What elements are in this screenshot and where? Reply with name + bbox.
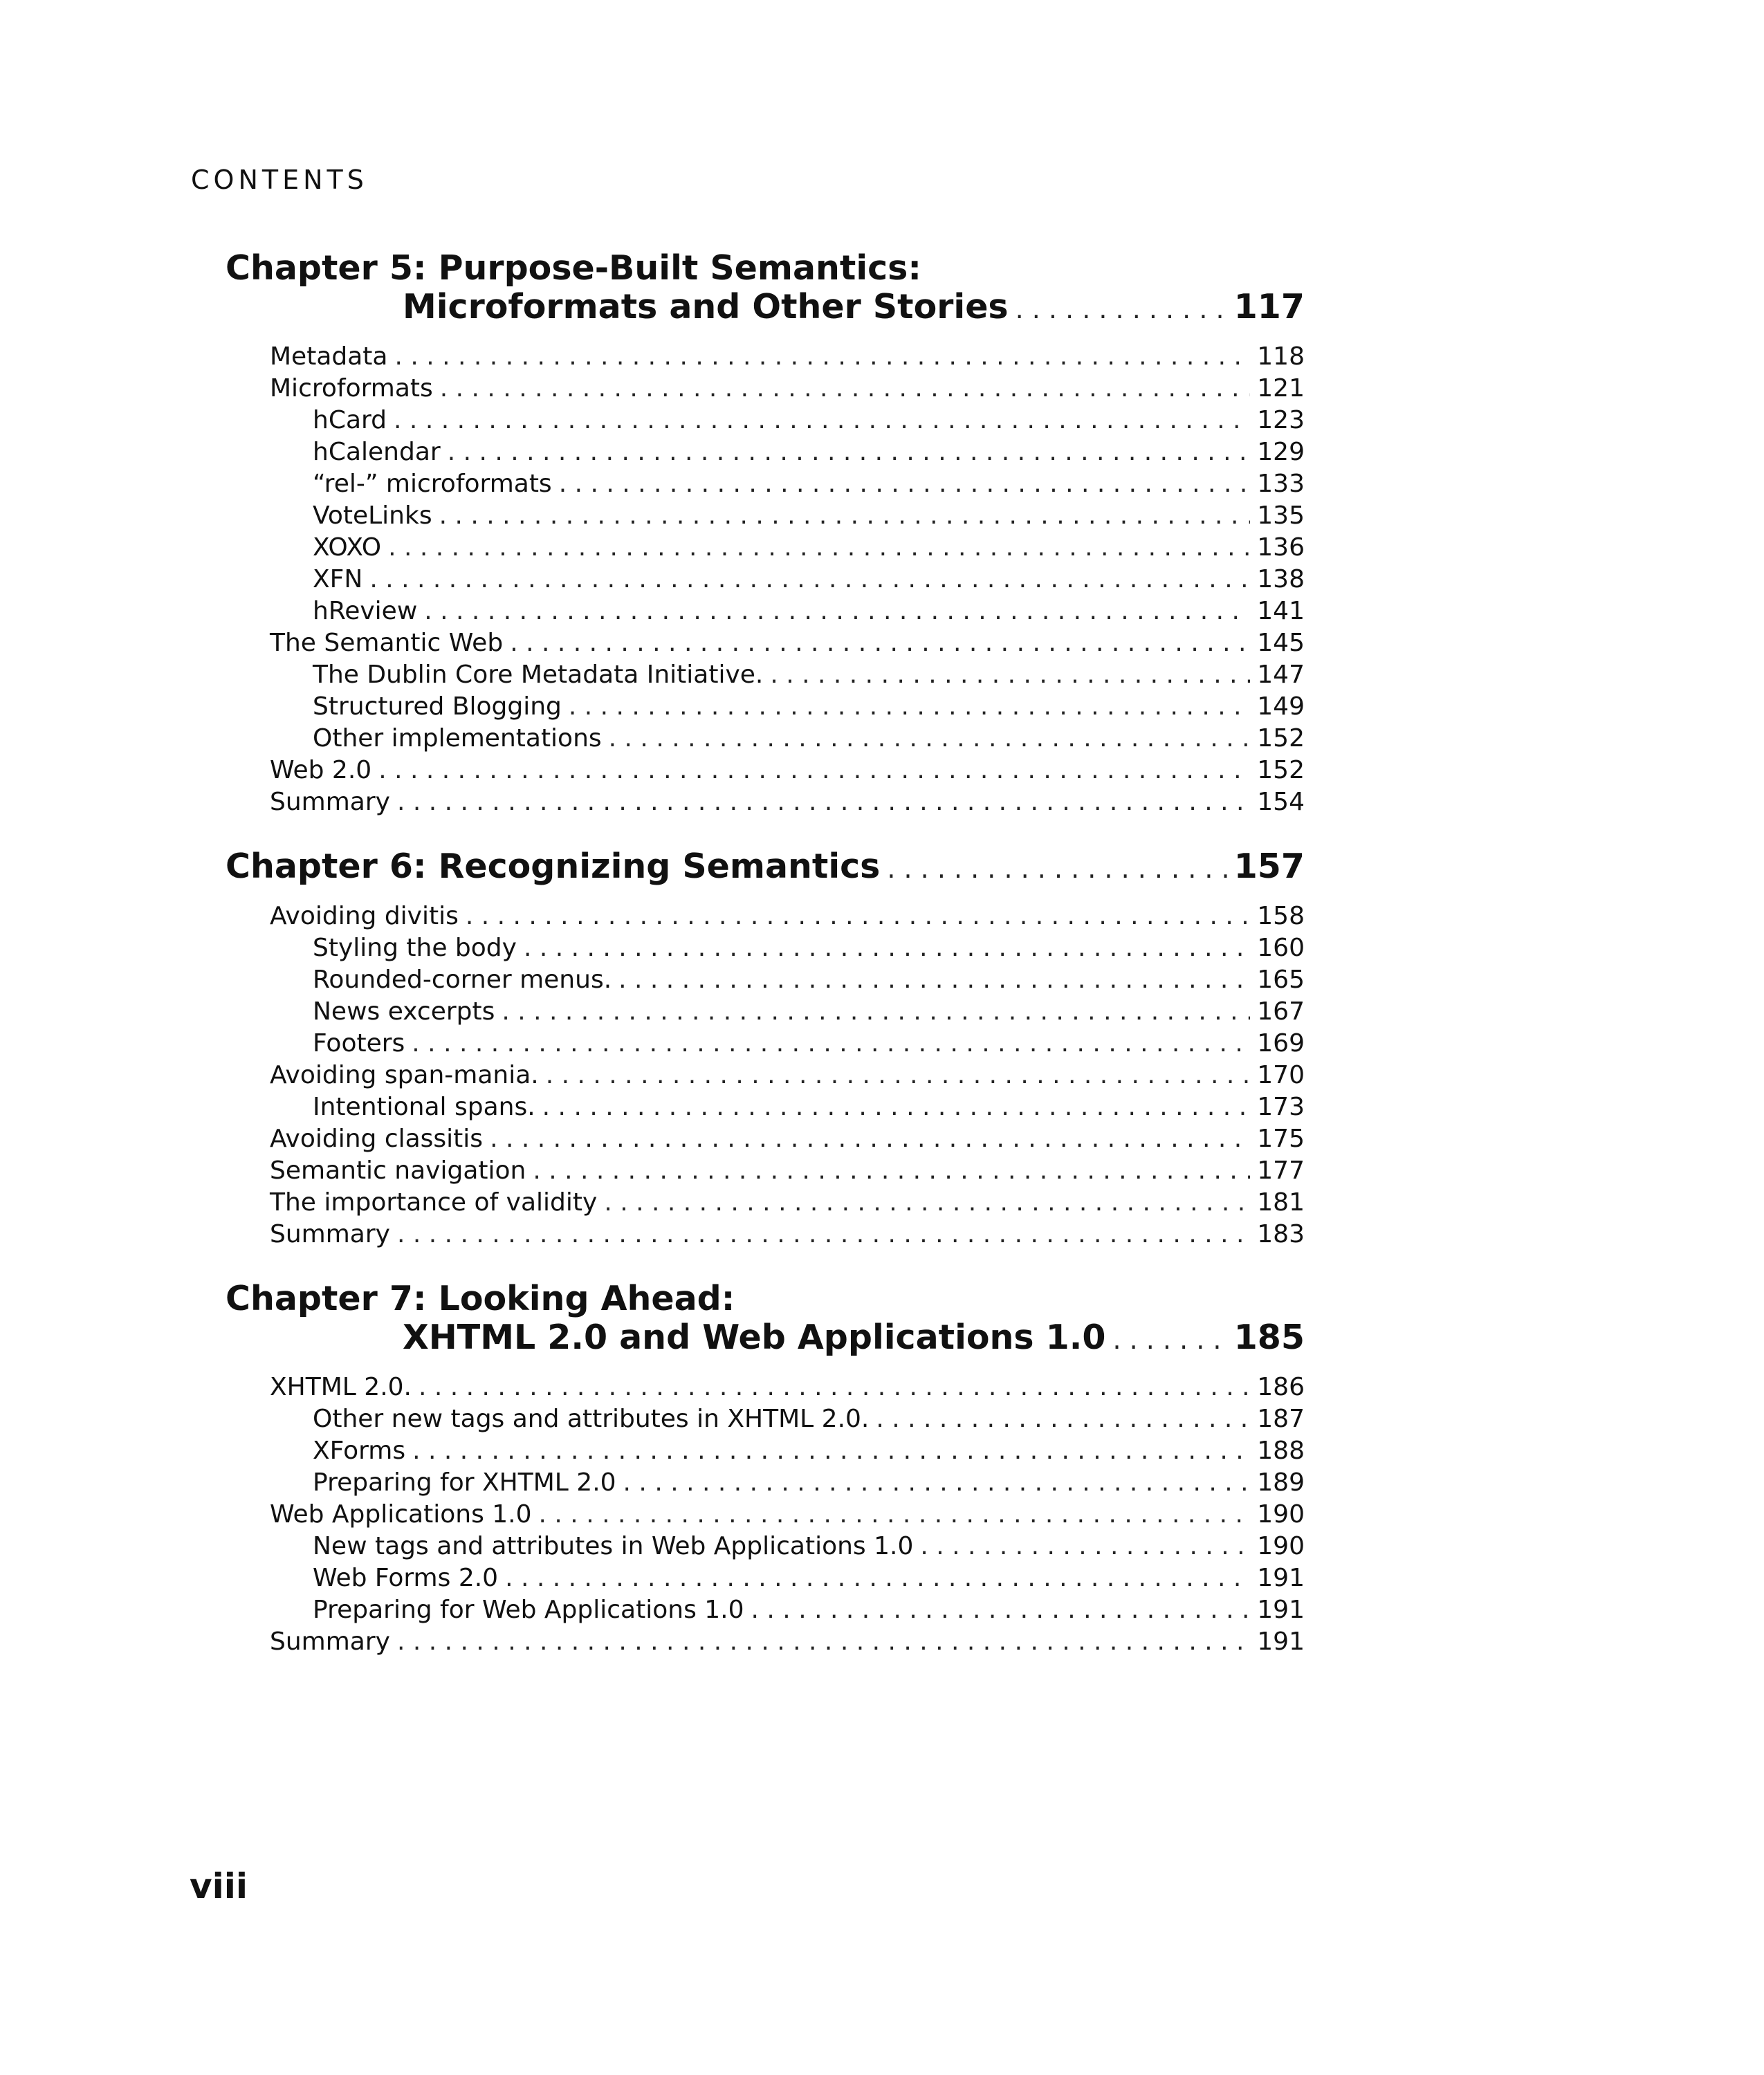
toc-entry-title: hCard [313,406,387,434]
chapter-label: Chapter 6: [226,847,439,886]
toc-entry [226,500,1305,532]
dot-leader [378,755,1250,786]
toc-entry-title: XForms [313,1437,406,1465]
toc-entry-page-number: 136 [1257,533,1305,562]
toc-entry-title: Rounded-corner menus. [313,966,612,994]
toc-entry-title: The importance of validity [270,1188,598,1217]
dot-leader [876,1403,1250,1435]
toc-entry [226,1372,1305,1403]
dot-leader [604,1187,1250,1219]
dot-leader [397,786,1250,818]
toc-entry-page-number: 165 [1257,966,1305,994]
dot-leader [412,1435,1250,1467]
dot-leader [439,500,1251,532]
dot-leader [609,723,1251,755]
toc-entry-page-number: 170 [1257,1061,1305,1089]
dot-leader [510,627,1250,659]
toc-entry [226,1155,1305,1187]
toc-entry-page-number: 154 [1257,788,1305,816]
toc-entry-page-number: 135 [1257,501,1305,530]
toc-entry-title: The Semantic Web [270,629,504,657]
toc-entry [226,1467,1305,1499]
toc-entry-title: Intentional spans. [313,1093,535,1121]
toc-entry-page-number: 121 [1257,374,1305,403]
dot-leader [618,964,1250,996]
running-head: CONTENTS [191,165,368,195]
toc-entry-title: hReview [313,597,418,625]
chapter-title-continued: XHTML 2.0 and Web Applications 1.0 [403,1318,1106,1357]
dot-leader [539,1499,1251,1531]
dot-leader [505,1562,1250,1594]
dot-leader [424,596,1250,627]
toc-entry [226,1123,1305,1155]
dot-leader [369,564,1250,596]
dot-leader [1112,1320,1226,1359]
toc-entry-title: Metadata [270,342,388,371]
dot-leader [466,901,1250,932]
dot-leader [533,1155,1250,1187]
toc-entry-title: XFN [313,565,363,593]
toc-entry [226,436,1305,468]
toc-entry-page-number: 160 [1257,934,1305,962]
toc-entry-title: Preparing for Web Applications 1.0 [313,1596,744,1624]
toc-entry-title: Avoiding span-mania. [270,1061,539,1089]
chapter-heading-continued [226,1318,1305,1359]
toc-entry-title: Structured Blogging [313,692,562,721]
chapter-title: Purpose-Built Semantics: [438,248,921,288]
chapter-heading [226,1280,1305,1318]
toc-entry-page-number: 169 [1257,1029,1305,1058]
toc-entry [226,1091,1305,1123]
toc-entry-title: News excerpts [313,997,495,1026]
toc-entry-title: “rel-” microformats [313,470,552,498]
toc-entry-title: Web Forms 2.0 [313,1564,499,1592]
toc-entry [226,373,1305,405]
toc-entry-title: Footers [313,1029,405,1058]
toc-entry-title: Summary [270,788,390,816]
toc-entry-title: VoteLinks [313,501,432,530]
toc-entry-page-number: 187 [1257,1405,1305,1433]
chapter-page-number: 157 [1233,847,1305,886]
toc-entry [226,786,1305,818]
toc-entry-title: Summary [270,1220,390,1248]
toc-entry [226,1219,1305,1251]
toc-entry [226,564,1305,596]
dot-leader [920,1531,1250,1562]
toc-entry [226,532,1305,564]
toc-entry-page-number: 158 [1257,902,1305,930]
toc-entry-title: Other new tags and attributes in XHTML 2.0. [313,1405,870,1433]
dot-leader [751,1594,1251,1626]
toc-entry-page-number: 177 [1257,1156,1305,1185]
toc-entry-page-number: 145 [1257,629,1305,657]
toc-entry-title: Web 2.0 [270,756,372,784]
toc-entry-title: Microformats [270,374,433,403]
entry-list [226,1372,1305,1658]
toc-entry [226,996,1305,1028]
dot-leader [569,691,1250,723]
dot-leader [524,932,1250,964]
toc-entry-title: XHTML 2.0. [270,1373,412,1401]
toc-entry-title: New tags and attributes in Web Applications 1.0 [313,1532,914,1560]
chapter-title: Looking Ahead: [438,1279,735,1318]
entry-list [226,341,1305,818]
toc-entry [226,932,1305,964]
toc-entry [226,1028,1305,1060]
toc-entry [226,723,1305,755]
entry-list [226,901,1305,1251]
toc-entry [226,405,1305,436]
toc-entry-title: Web Applications 1.0 [270,1500,532,1529]
chapter-page-number: 117 [1233,287,1305,326]
toc-entry-page-number: 138 [1257,565,1305,593]
dot-leader [623,1467,1251,1499]
toc-entry-page-number: 191 [1257,1627,1305,1656]
toc-entry-page-number: 190 [1257,1532,1305,1560]
toc-entry-page-number: 167 [1257,997,1305,1026]
toc-entry [226,1499,1305,1531]
chapter-section [226,847,1305,1251]
toc-entry-page-number: 123 [1257,406,1305,434]
dot-leader [542,1091,1251,1123]
toc-entry-page-number: 118 [1257,342,1305,371]
toc-entry-page-number: 141 [1257,597,1305,625]
dot-leader [559,468,1251,500]
toc-entry-page-number: 129 [1257,438,1305,466]
dot-leader [394,341,1250,373]
chapter-heading [226,847,1305,888]
toc-entry-page-number: 188 [1257,1437,1305,1465]
toc-entry-title: XOXO [313,533,382,562]
dot-leader [502,996,1250,1028]
toc-entry-page-number: 181 [1257,1188,1305,1217]
dot-leader [388,532,1250,564]
toc-entry [226,468,1305,500]
dot-leader [448,436,1251,468]
dot-leader [770,659,1250,691]
toc-entry-title: hCalendar [313,438,441,466]
toc-entry [226,341,1305,373]
toc-entry [226,627,1305,659]
toc-entry-page-number: 175 [1257,1125,1305,1153]
toc-entry [226,1531,1305,1562]
toc-entry [226,1562,1305,1594]
chapter-section [226,249,1305,818]
dot-leader [397,1219,1250,1251]
toc-entry-title: Semantic navigation [270,1156,526,1185]
chapter-label: Chapter 5: [226,248,439,288]
toc-entry [226,755,1305,786]
toc-entry [226,1403,1305,1435]
toc-entry [226,901,1305,932]
chapter-section [226,1280,1305,1658]
page-folio: viii [190,1866,248,1906]
toc-entry [226,596,1305,627]
toc-entry [226,691,1305,723]
toc-entry-page-number: 152 [1257,724,1305,753]
dot-leader [490,1123,1250,1155]
dot-leader [394,405,1250,436]
toc-entry [226,1187,1305,1219]
toc-entry-title: Summary [270,1627,390,1656]
toc-entry-page-number: 173 [1257,1093,1305,1121]
dot-leader [887,849,1226,888]
toc-entry-title: Preparing for XHTML 2.0 [313,1468,616,1497]
toc-entry-page-number: 152 [1257,756,1305,784]
table-of-contents [226,249,1305,1687]
toc-entry [226,964,1305,996]
chapter-heading [226,249,1305,288]
chapter-label: Chapter 7: [226,1279,439,1318]
dot-leader [546,1060,1251,1091]
toc-entry [226,1060,1305,1091]
toc-entry [226,1626,1305,1658]
toc-entry [226,1594,1305,1626]
toc-entry-page-number: 183 [1257,1220,1305,1248]
toc-entry-page-number: 189 [1257,1468,1305,1497]
dot-leader [440,373,1251,405]
toc-entry-page-number: 186 [1257,1373,1305,1401]
chapter-title: Recognizing Semantics [438,847,881,886]
toc-entry-page-number: 147 [1257,661,1305,689]
toc-entry-page-number: 190 [1257,1500,1305,1529]
toc-entry-page-number: 133 [1257,470,1305,498]
toc-entry [226,1435,1305,1467]
chapter-heading-continued [226,288,1305,329]
toc-entry-title: Avoiding divitis [270,902,459,930]
toc-entry [226,659,1305,691]
dot-leader [1016,290,1227,329]
dot-leader [419,1372,1250,1403]
toc-entry-page-number: 191 [1257,1564,1305,1592]
chapter-title-continued: Microformats and Other Stories [403,287,1009,326]
toc-entry-title: Other implementations [313,724,602,753]
toc-entry-title: Styling the body [313,934,517,962]
dot-leader [412,1028,1250,1060]
toc-entry-page-number: 149 [1257,692,1305,721]
toc-entry-title: The Dublin Core Metadata Initiative. [313,661,764,689]
chapter-page-number: 185 [1233,1318,1305,1357]
dot-leader [397,1626,1250,1658]
toc-entry-title: Avoiding classitis [270,1125,484,1153]
toc-entry-page-number: 191 [1257,1596,1305,1624]
